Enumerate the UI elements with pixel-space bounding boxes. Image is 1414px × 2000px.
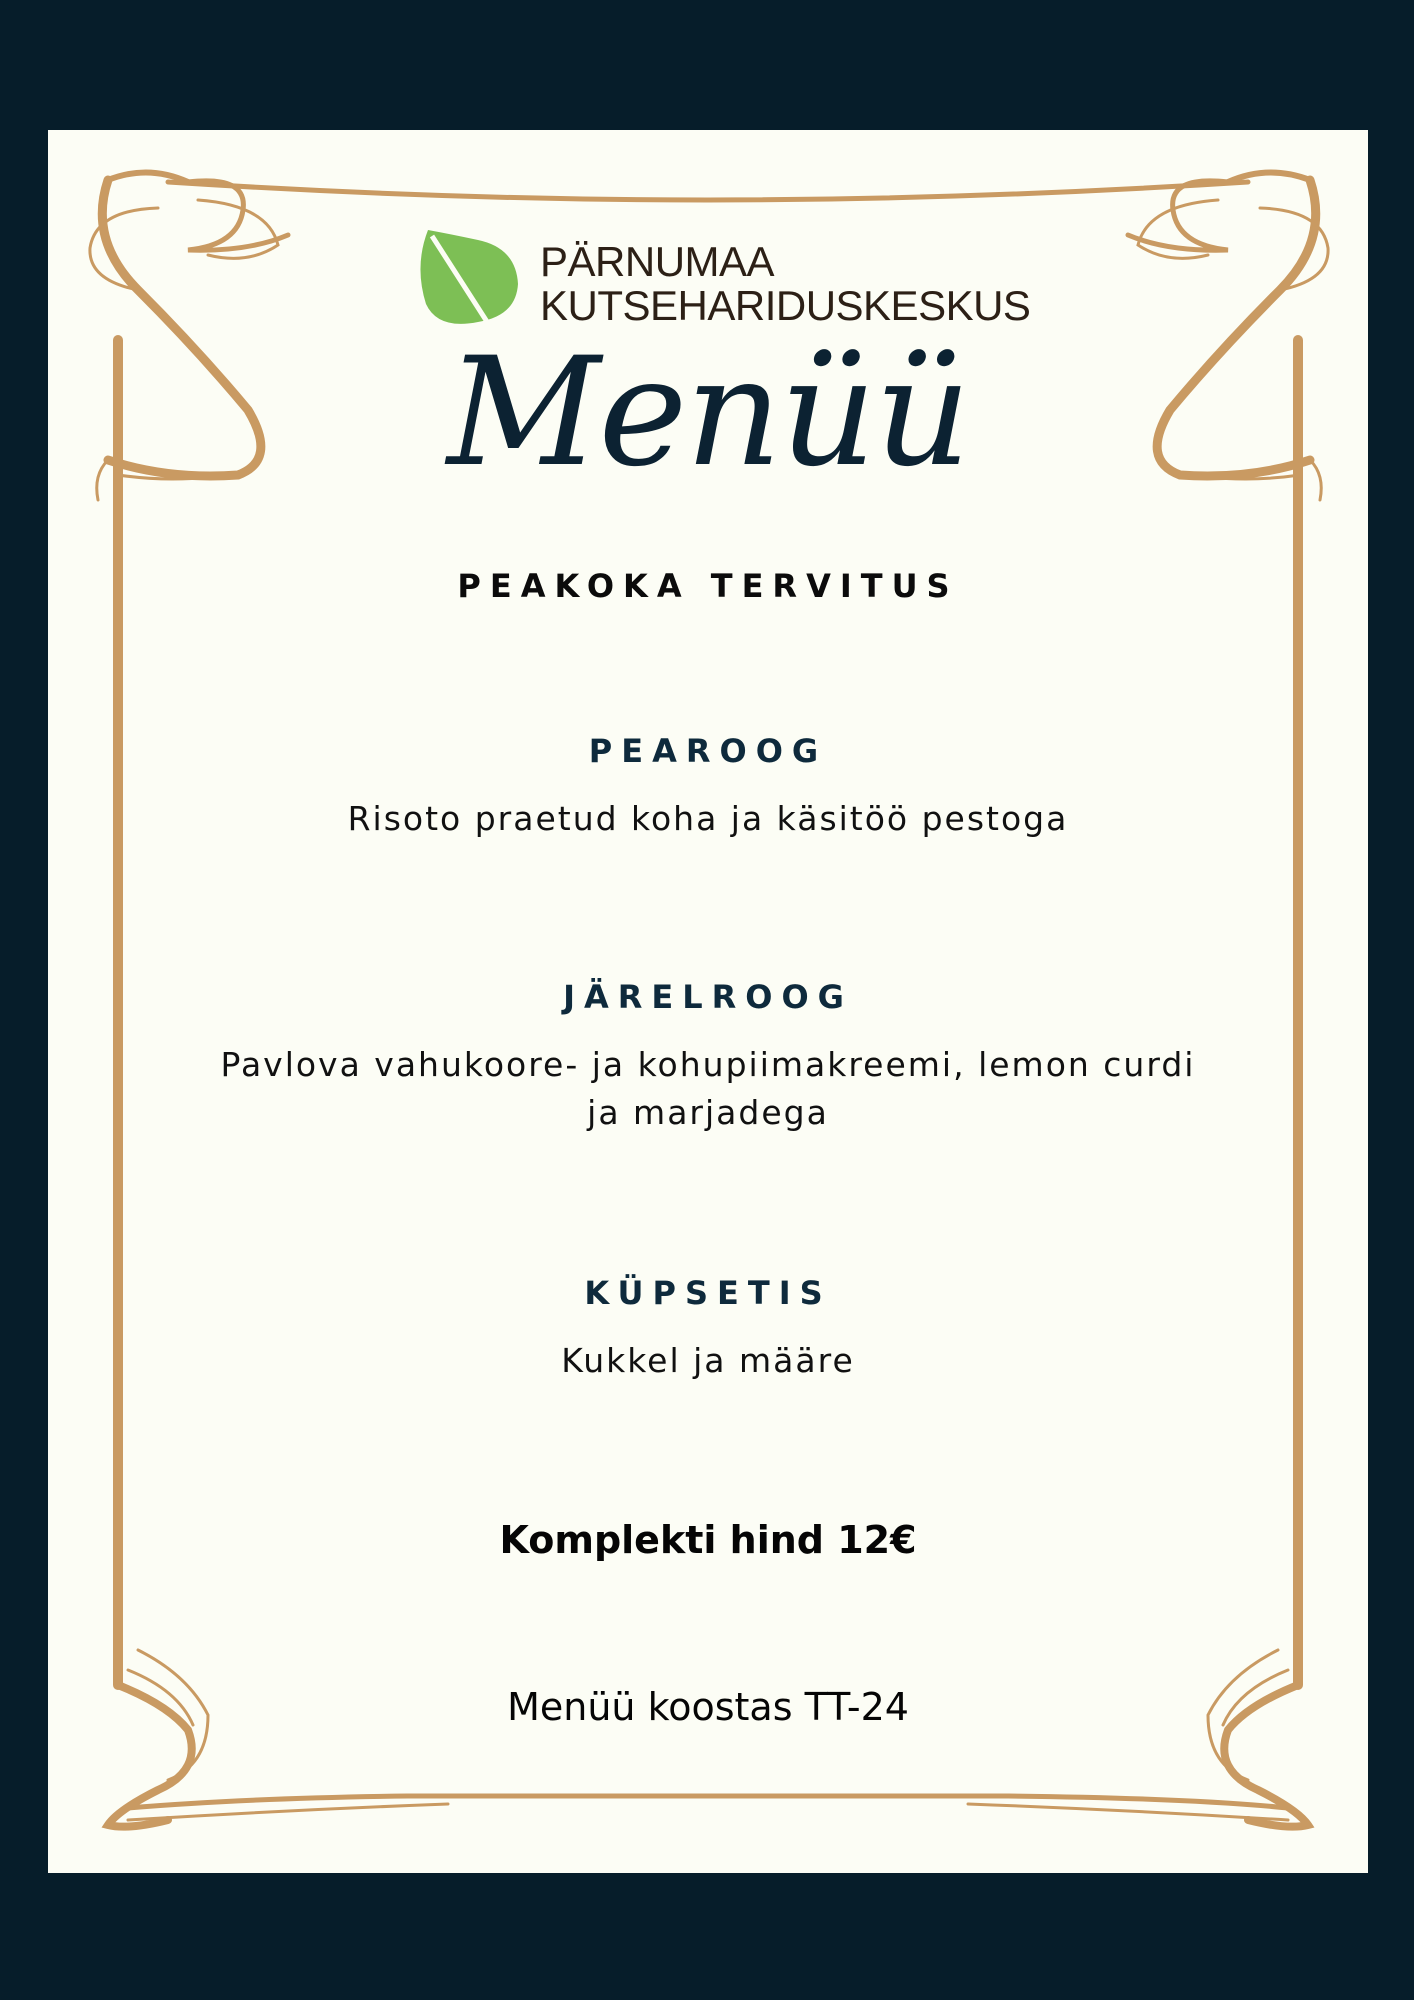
- logo-wordmark: [540, 240, 1030, 328]
- logo-line-2: KUTSEHARIDUSKESKUS: [540, 282, 1031, 329]
- menu-credit: Menüü koostas TT-24: [507, 1685, 909, 1729]
- logo-line-1: PÄRNUMAA: [540, 238, 775, 285]
- dessert-heading: JÄRELROOG: [563, 978, 853, 1016]
- bakery-dish: Kukkel ja määre: [561, 1341, 855, 1380]
- main-course-heading: PEAROOG: [588, 732, 828, 770]
- menu-title: Menüü: [446, 326, 970, 500]
- main-course-dish: Risoto praetud koha ja käsitöö pestoga: [347, 799, 1069, 838]
- greeting-heading: PEAKOKA TERVITUS: [457, 567, 959, 605]
- dessert-dish: Pavlova vahukoore- ja kohupiimakreemi, lemon curdi ja marjadega: [220, 1045, 1196, 1132]
- bakery-heading: KÜPSETIS: [584, 1274, 832, 1312]
- menu-sheet: [48, 130, 1368, 1873]
- set-price: Komplekti hind 12€: [499, 1518, 917, 1562]
